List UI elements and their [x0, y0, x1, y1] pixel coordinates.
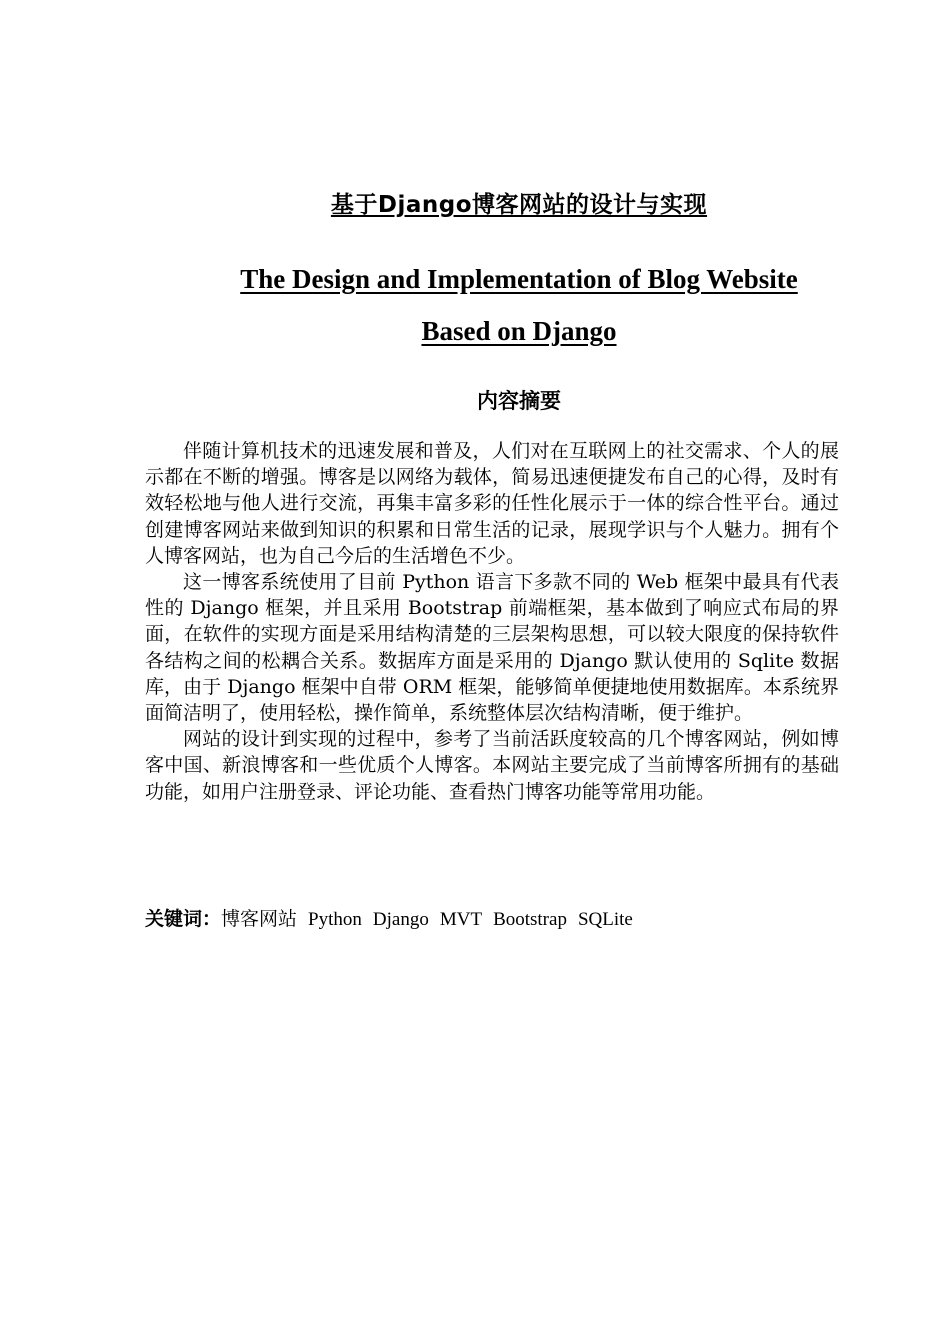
- keyword: Bootstrap: [493, 909, 567, 930]
- keyword: MVT: [439, 909, 483, 930]
- abstract-heading: 内容摘要: [477, 389, 561, 413]
- abstract-paragraph-1: 伴随计算机技术的迅速发展和普及，人们对在互联网上的社交需求、个人的展示都在不断的增强。博客是以网络为载体，简易迅速便捷发布自己的心得，及时有效轻松地与他人进行交流，再集丰富多彩的任性化展示于一体的综合性平台。通过创建博客网站来做到知识的积累和日常生活的记录，展现学识与个人魅力。拥有个人博客网站，也为自己今后的生活增色不少。: [145, 440, 839, 567]
- keywords-label: 关键词：: [145, 908, 222, 930]
- abstract-paragraph-3: 网站的设计到实现的过程中，参考了当前活跃度较高的几个博客网站，例如博客中国、新浪博客和一些优质个人博客。本网站主要完成了当前博客所拥有的基础功能，如用户注册登录、评论功能、查看热门博客功能等常用功能。: [145, 728, 839, 803]
- english-title-line-1: The Design and Implementation of Blog Website: [240, 264, 798, 294]
- abstract-body: [145, 438, 839, 805]
- abstract-paragraph-2: 这一博客系统使用了目前 Python 语言下多款不同的 Web 框架中最具有代表性的 Django 框架，并且采用 Bootstrap 前端框架，基本做到了响应式布局的界面，在软件的实现方面是采用结构清楚的三层架构思想，可以较大限度的保持软件各结构之间的松耦合关系。数据库方面是采用的 Django 默认使用的 Sqlite 数据库，由于 Django 框架中自带 ORM 框架，能够简单便捷地使用数据库。本系统界面简洁明了，使用轻松，操作简单，系统整体层次结构清晰，便于维护。: [145, 571, 839, 725]
- keyword: Django: [372, 909, 429, 930]
- keywords-line: [145, 906, 839, 933]
- english-title-line-2: Based on Django: [421, 316, 617, 346]
- keyword: 博客网站: [221, 909, 298, 930]
- chinese-title: 基于Django博客网站的设计与实现: [330, 192, 708, 218]
- keyword: SQLite: [577, 909, 633, 930]
- keyword: Python: [308, 909, 362, 930]
